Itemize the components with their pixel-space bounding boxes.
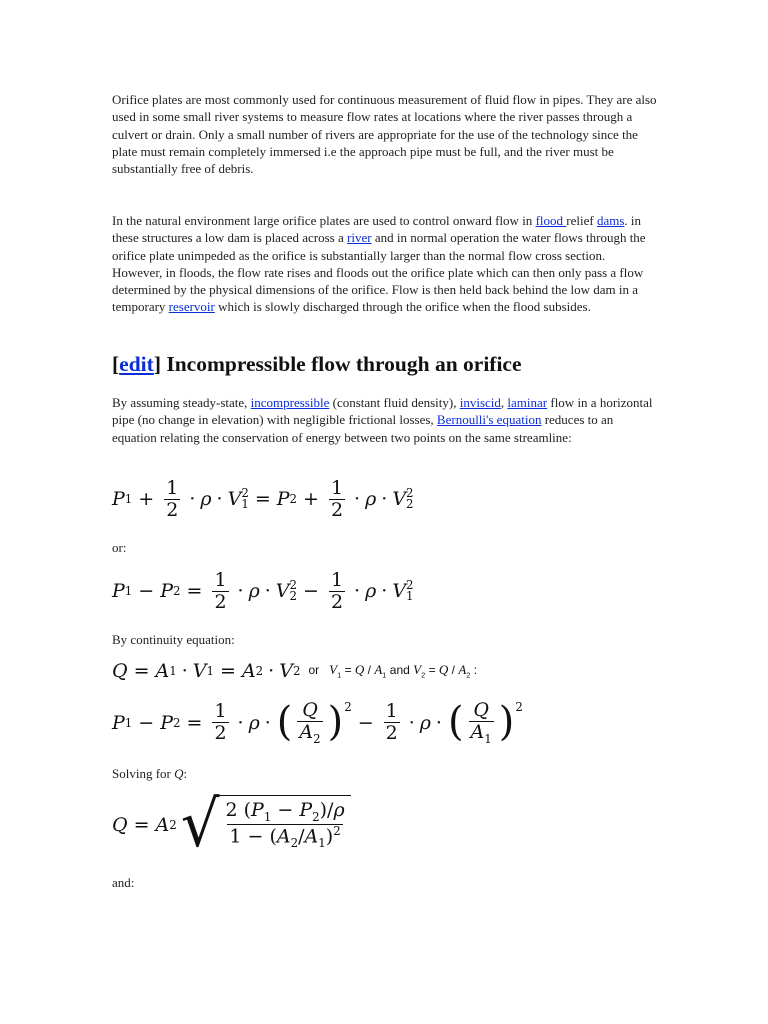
continuity-inline-note: or $V_1 = Q / A_1$ and $V_2 = Q / A_2$ : — [308, 662, 478, 680]
label-or: or: — [112, 540, 127, 555]
equation-pressure-difference: P 1 − P 2 = $\frac{1}{2}$ · ρ · V 2 2 − $\frac{1}{2}$ · ρ · V 2 1 — [112, 569, 414, 613]
link-river[interactable]: river — [347, 230, 372, 246]
paragraph-natural-environment: In the natural environment large orifice plates are used to control onward flow in flood relief dams. in these structures a low dam is placed across a river and in normal operation the water flows through the orifice plate unimpeded as the orifice is substantially larger than the normal flow cross section. However, in floods, the flow rate rises and floods out the orifice plate which can then only pass a flow determined by the physical dimensions of the orifice. Flow is then held back behind the low dam in a temporary reservoir which is slowly discharged through the orifice when the flood subsides. — [112, 213, 646, 315]
label-solving: Solving for Q: — [112, 766, 188, 781]
link-laminar[interactable]: laminar — [507, 395, 548, 410]
equation-continuity: Q = A 1 · V 1 = A 2 · V 2 or $V_1 = Q / A_1$ and $V_2 = Q / A_2$ : — [112, 660, 478, 682]
section-heading: [edit] Incompressible flow through an orifice — [112, 352, 522, 376]
paragraph-assumptions: By assuming steady-state, incompressible (constant fluid density), inviscid, laminar flow in a horizontal pipe (no change in elevation) with negligible frictional losses, Bernoulli's equation reduces to an equation relating the conservation of energy between two points on the same streamline: — [112, 395, 653, 445]
edit-link[interactable]: edit — [119, 352, 154, 376]
equation-pressure-flow: P 1 − P 2 = $\frac{1}{2}$ · ρ · ( $\frac{Q}{A_2}$ ) $^2$ − $\frac{1}{2}$ · ρ · ( $\frac{Q}{A_1}$ ) $^2$ — [112, 698, 523, 746]
square-root: √ $\frac{2 (P_1 - P_2)/\rho}{1 - (A_2/A_1)^2}$ — [181, 795, 351, 856]
link-bernoulli-equation[interactable]: Bernoulli's equation — [436, 412, 542, 428]
paragraph-orifice-intro: Orifice plates are most commonly used for continuous measurement of fluid flow in pipes. They are also used in some small river systems to measure flow rates at locations where the river passes through a culvert or drain. Only a small number of rivers are appropriate for the use of the technology since the plate must remain completely immersed i.e the approach pipe must be full, and the river must be substantially free of debris. — [112, 92, 657, 177]
link-inviscid[interactable]: inviscid — [459, 395, 501, 410]
equation-bernoulli: P 1 + $\frac{1}{2}$ · ρ · V 2 1 = P 2 + $\frac{1}{2}$ · ρ · V 2 2 — [112, 477, 414, 521]
label-continuity: By continuity equation: — [112, 632, 235, 647]
equation-flow-solution: Q = A 2 √ $\frac{2 (P_1 - P_2)/\rho}{1 - (A_2/A_1)^2}$ — [112, 795, 351, 856]
label-and: and: — [112, 875, 135, 890]
link-dams[interactable]: dams — [596, 213, 625, 228]
link-flood[interactable]: flood — [535, 213, 567, 228]
link-incompressible[interactable]: incompressible — [250, 395, 330, 410]
link-reservoir[interactable]: reservoir — [168, 299, 215, 315]
